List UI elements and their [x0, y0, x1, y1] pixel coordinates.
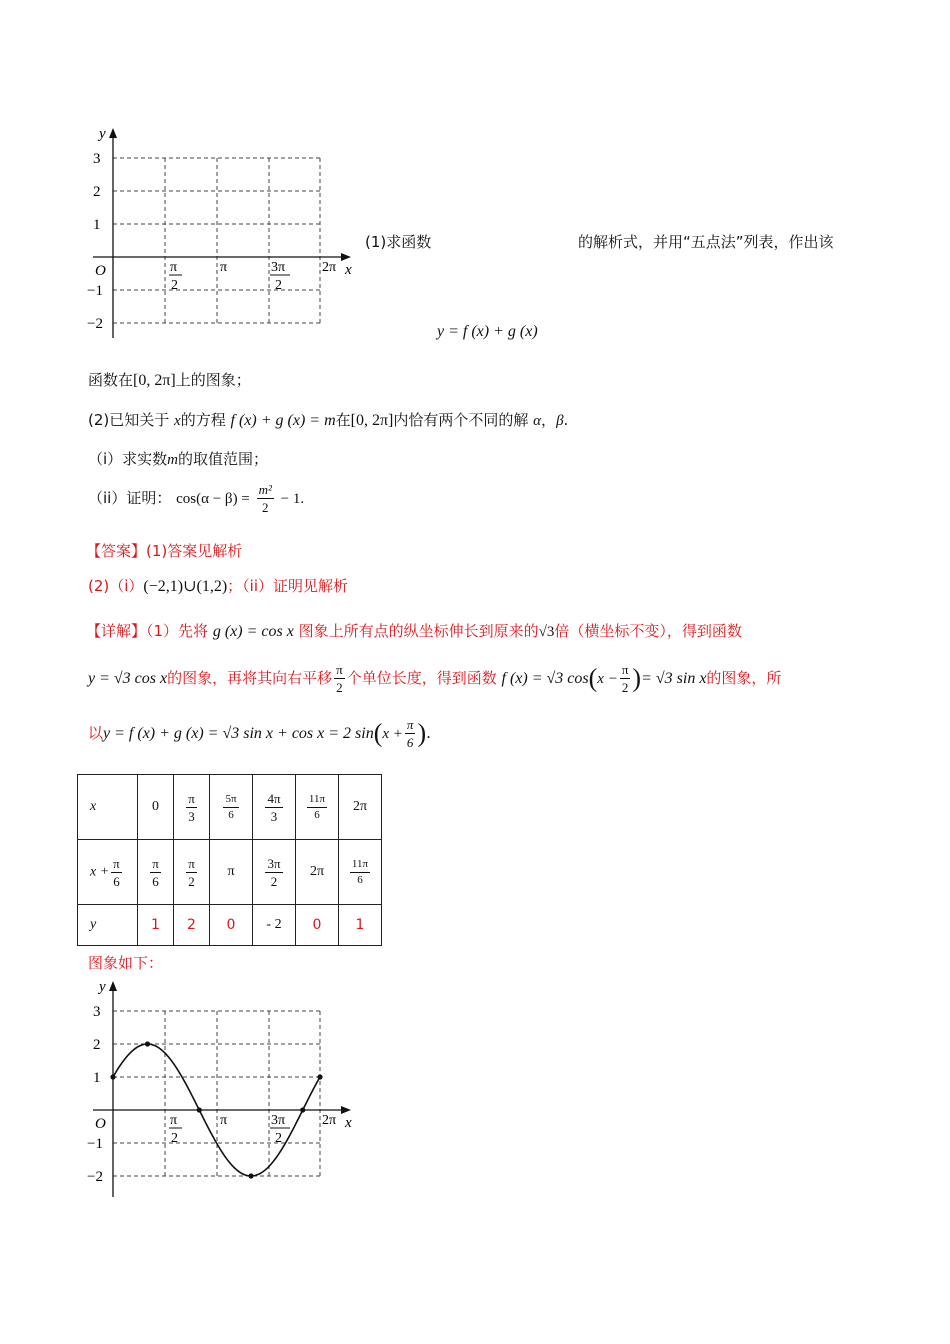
data-point [110, 1074, 115, 1079]
answer-line [86, 540, 242, 561]
data-point [300, 1107, 305, 1112]
var-x: x [174, 413, 181, 429]
f-shift-den: 2 [621, 680, 629, 695]
proof-den: 2 [261, 500, 269, 515]
f-expression-b: = √3 sin x [641, 670, 707, 687]
detail-t5: 个单位长度，得到函数 [346, 669, 497, 687]
detail-line2: y = √3 cos x的图象，再将其向右平移 $\frac{\pi}{2}$ 个单位长度，得到函数 f (x) = √3 cos(x − $\frac{\pi}{2}$ )= √3 sin x的图象，所 [88, 662, 782, 695]
detail-t7: 以 [88, 724, 104, 742]
y-expression: y = √3 cos x [88, 670, 168, 687]
answer-label: 【答案】 [86, 542, 147, 560]
table-cell: $\frac{4\pi}{3}$ [253, 775, 296, 840]
part2-text-d: 内恰有两个不同的解 [393, 411, 529, 429]
table-row-label: x + $\frac{\pi}{6}$ [78, 840, 138, 905]
x-tick-label: 2 [171, 1131, 178, 1146]
y-tick-label: 3 [93, 1004, 101, 1020]
table-cell: 1 [339, 905, 382, 946]
answer-part2-line [88, 575, 348, 596]
empty-grid-graph [85, 120, 365, 340]
detail-period: . [426, 724, 431, 742]
x-axis-label: x [345, 262, 352, 278]
answer-part1: (1)答案见解析 [146, 542, 243, 560]
sqrt3: √3 [538, 624, 555, 640]
proof-tail: − 1. [280, 491, 305, 507]
part2-label: (2) [88, 411, 110, 429]
x-tick-label: π [170, 1113, 178, 1128]
function-expression: y = f (x) + g (x) [437, 323, 538, 340]
grid-lines [113, 1011, 320, 1176]
graph-caption: 图象如下： [88, 954, 164, 972]
y-tick-label: 1 [93, 217, 101, 233]
table-cell: - 2 [253, 905, 296, 946]
y-tick-label: −2 [87, 316, 103, 332]
table-row [78, 905, 382, 946]
x-tick-label: 2 [171, 278, 178, 293]
table-row [78, 775, 382, 840]
table-cell: $\frac{5\pi}{6}$ [210, 775, 253, 840]
table-cell: 0 [210, 905, 253, 946]
shift-den: 2 [336, 680, 343, 695]
part1-text-b: 的解析式，并用“五点法”列表，作出该 [578, 233, 834, 251]
detail-line3: 以y = f (x) + g (x) = √3 sin x + cos x = 2 sin(x + $\frac{\pi}{6}$ ). [88, 717, 431, 750]
answer-range: (−2,1)∪(1,2) [143, 578, 228, 595]
f-shift-num: π [621, 662, 629, 677]
detail-t2: 图象上所有点的纵坐标伸长到原来的 [298, 622, 539, 640]
x-axis-label: x [345, 1115, 352, 1131]
detail-t4: 的图象，再将其向右平移 [167, 669, 333, 687]
y-tick-label: 1 [93, 1070, 101, 1086]
x-tick-label: 2 [275, 1131, 282, 1146]
x-tick-label: 3π [271, 1113, 286, 1128]
proof-num: m² [258, 482, 272, 497]
table-row-label: y [78, 905, 138, 946]
part1-line [365, 231, 431, 252]
table-cell: $\frac{11\pi}{6}$ [296, 775, 339, 840]
part2-text-c: 在 [335, 411, 351, 429]
f-expression-a: f (x) = √3 cos [501, 670, 589, 687]
x-tick-label: 2π [322, 1113, 337, 1128]
table-row [78, 840, 382, 905]
interval: [0, 2π] [133, 372, 176, 389]
g-expression: g (x) = cos x [212, 623, 294, 640]
beta-symbol: β [556, 413, 564, 429]
table-cell: 1 [138, 905, 174, 946]
table-cell: 0 [296, 905, 339, 946]
detail-label: 【详解】 [86, 622, 147, 640]
shift-fraction [334, 663, 345, 694]
proof-lhs: cos(α − β) = [176, 491, 250, 507]
x-tick-label: 3π [271, 260, 286, 275]
x-tick-label: π [220, 260, 228, 275]
y-axis-label: y [99, 979, 106, 995]
table-cell: 2π [339, 775, 382, 840]
sub2-line [88, 483, 304, 514]
data-point [248, 1173, 253, 1178]
table-cell: 0 [138, 775, 174, 840]
part2-line: (2)已知关于 x的方程 f (x) + g (x) = m在[0, 2π]内恰有两个不同的解 α，β. [88, 411, 569, 429]
y-tick-label: 2 [93, 184, 101, 200]
line2-text-b: 上的图象； [175, 371, 251, 389]
y-tick-label: 3 [93, 151, 101, 167]
table-cell: $\frac{\pi}{3}$ [174, 775, 210, 840]
x-tick-label: π [220, 1113, 228, 1128]
y-tick-label: −1 [87, 1136, 103, 1152]
y-axis-label: y [99, 126, 106, 142]
y-tick-label: −2 [87, 1169, 103, 1185]
part2-text-b: 的方程 [180, 411, 226, 429]
sub1-text-b: 的取值范围； [178, 450, 269, 468]
interval-2: [0, 2π] [350, 412, 394, 429]
sum-fraction [405, 718, 416, 749]
detail-t3: 倍（横坐标不变），得到函数 [554, 622, 742, 640]
y-tick-label: −1 [87, 283, 103, 299]
part1-text-a: 求函数 [386, 233, 432, 251]
part1-line2 [88, 369, 251, 390]
sum-inner: x + [382, 726, 403, 742]
alpha-symbol: α [533, 413, 542, 429]
detail-t6: 的图象，所 [706, 669, 782, 687]
data-point [145, 1041, 150, 1046]
answer-part2-prefix: (2)（i） [88, 577, 144, 595]
table-cell: $\frac{3\pi}{2}$ [253, 840, 296, 905]
table-cell: 2π [296, 840, 339, 905]
y-tick-label: 2 [93, 1037, 101, 1053]
sum-num: π [406, 717, 414, 732]
equation: f (x) + g (x) = m [230, 412, 336, 429]
f-expression-inner: x − [597, 671, 618, 687]
data-point [317, 1074, 322, 1079]
table-row-label: x [78, 775, 138, 840]
x-tick-label: 2 [275, 278, 282, 293]
sum-expression: y = f (x) + g (x) = √3 sin x + cos x = 2 sin [103, 725, 374, 742]
sub1-text: （i）求实数 [88, 450, 168, 468]
f-shift-fraction [620, 663, 631, 694]
var-m: m [167, 452, 179, 468]
sub1-line [88, 448, 268, 469]
sum-den: 6 [406, 735, 414, 750]
detail-t1: （1）先将 [146, 622, 209, 640]
origin-label: O [95, 263, 106, 279]
line2-text-a: 函数在 [88, 371, 134, 389]
sub2-text: （ii）证明： [88, 489, 172, 507]
answer-part2-rest: ；（ii）证明见解析 [227, 577, 349, 595]
shift-num: π [336, 662, 343, 677]
x-tick-label: 2π [322, 260, 337, 275]
part2-text-a: 已知关于 [109, 411, 170, 429]
data-point [197, 1107, 202, 1112]
table-cell: $\frac{\pi}{6}$ [138, 840, 174, 905]
proof-fraction [257, 483, 274, 514]
detail-line1 [86, 620, 742, 641]
origin-label: O [95, 1116, 106, 1132]
part1-label: (1) [365, 233, 387, 251]
table-cell: $\frac{11\pi}{6}$ [339, 840, 382, 905]
x-tick-label: π [170, 260, 178, 275]
table-cell: π [210, 840, 253, 905]
table-cell: $\frac{\pi}{2}$ [174, 840, 210, 905]
table-cell: 2 [174, 905, 210, 946]
five-point-table [77, 774, 382, 946]
sine-graph [85, 975, 365, 1200]
